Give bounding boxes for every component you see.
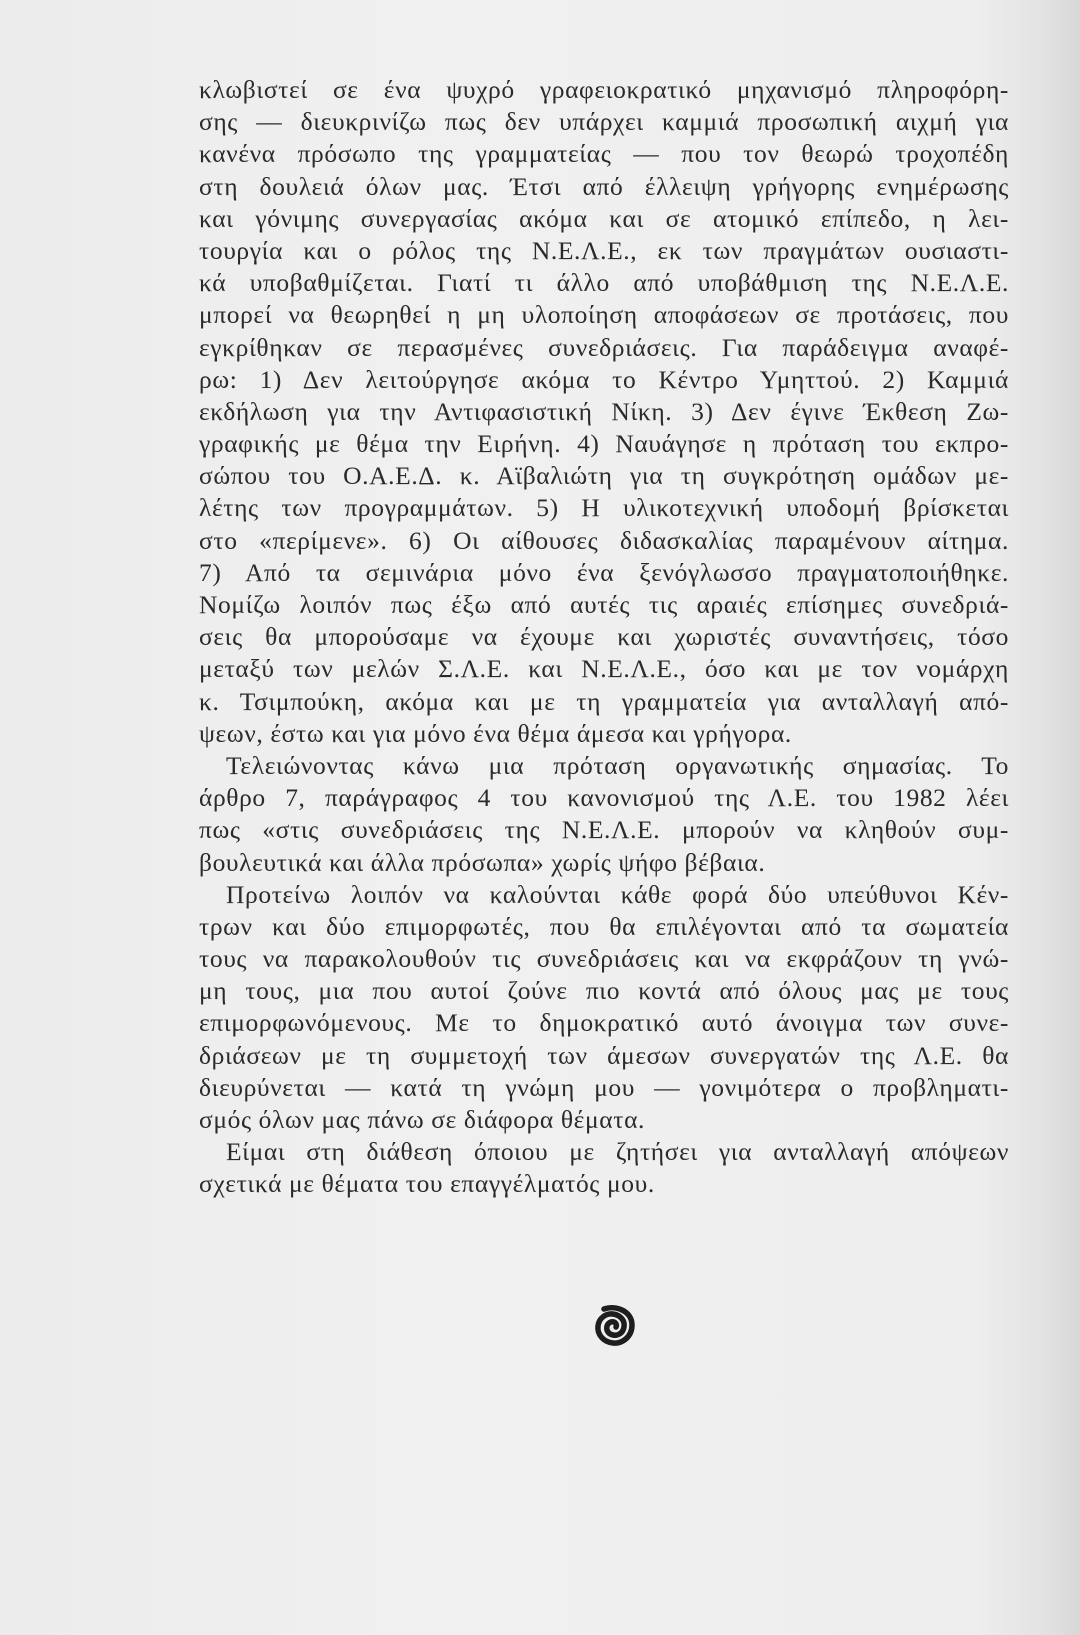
text-line-content: ρω: 1) Δεν λειτούργησε ακόμα το Κέντρο Υμηττού. 2) Καμμιά xyxy=(199,364,1009,394)
text-line-content: άρθρο 7, παράγραφος 4 του κανονισμού της Λ.Ε. του 1982 λέει xyxy=(199,783,1009,813)
text-line-content: κ. Τσιμπούκη, ακόμα και με τη γραμματεία για ανταλλαγή από- xyxy=(199,686,1009,716)
text-line-content: λέτης των προγραμμάτων. 5) Η υλικοτεχνική υποδομή βρίσκεται xyxy=(199,493,1009,523)
text-line xyxy=(199,1104,1009,1136)
text-line xyxy=(199,589,1009,621)
text-line xyxy=(199,943,1009,975)
text-line xyxy=(199,428,1009,460)
text-line xyxy=(199,106,1009,138)
text-line xyxy=(199,1168,1009,1200)
text-line-content: επιμορφωνόμενους. Με το δημοκρατικό αυτό άνοιγμα των συνε- xyxy=(199,1008,1009,1038)
text-line xyxy=(199,460,1009,492)
text-line-content: κλωβιστεί σε ένα ψυχρό γραφειοκρατικό μηχανισμό πληροφόρη- xyxy=(199,75,1009,104)
text-line xyxy=(199,975,1009,1007)
body-text xyxy=(199,74,1009,1201)
text-line xyxy=(199,235,1009,267)
text-line-content: βουλευτικά και άλλα πρόσωπα» χωρίς ψήφο βέβαια. xyxy=(199,847,766,877)
text-line xyxy=(199,74,1009,106)
spiral-icon xyxy=(594,1303,636,1347)
text-line xyxy=(199,332,1009,364)
text-line-content: και γόνιμης συνεργασίας ακόμα και σε ατομικό επίπεδο, η λει- xyxy=(199,203,1009,233)
text-line-content: στο «περίμενε». 6) Οι αίθουσες διδασκαλίας παραμένουν αίτημα. xyxy=(199,525,1009,555)
text-line-content: σμός όλων μας πάνω σε διάφορα θέματα. xyxy=(199,1105,646,1134)
text-line xyxy=(199,525,1009,557)
text-line xyxy=(199,782,1009,814)
text-line-content: Τελειώνοντας κάνω μια πρόταση οργανωτικής σημασίας. Το xyxy=(226,750,1009,780)
text-line xyxy=(199,203,1009,235)
text-line xyxy=(199,396,1009,428)
text-line-content: μεταξύ των μελών Σ.Λ.Ε. και Ν.Ε.Λ.Ε., όσο και με τον νομάρχη xyxy=(199,654,1009,684)
text-line-content: μη τους, μια που αυτοί ζούνε πιο κοντά από όλους μας με τους xyxy=(199,976,1009,1006)
text-line xyxy=(199,911,1009,943)
text-line-content: σώπου του Ο.Α.Ε.Δ. κ. Αϊβαλιώτη για τη συγκρότηση ομάδων με- xyxy=(199,461,1009,491)
text-line-content: στη δουλειά όλων μας. Έτσι από έλλειψη γρήγορης ενημέρωσης xyxy=(199,171,1009,201)
text-line xyxy=(199,814,1009,846)
text-line-content: τους να παρακολουθούν τις συνεδριάσεις και να εκφράζουν τη γνώ- xyxy=(199,944,1009,974)
text-line xyxy=(199,879,1009,911)
text-line-content: διευρύνεται — κατά τη γνώμη μου — γονιμότερα ο προβληματι- xyxy=(199,1072,1009,1102)
text-line xyxy=(199,718,1009,750)
text-line xyxy=(199,1040,1009,1072)
text-line-content: σης — διευκρινίζω πως δεν υπάρχει καμμιά προσωπική αιχμή για xyxy=(199,107,1009,137)
text-line xyxy=(199,138,1009,170)
text-line xyxy=(199,1136,1009,1168)
text-line-content: εγκρίθηκαν σε περασμένες συνεδριάσεις. Για παράδειγμα αναφέ- xyxy=(199,332,1009,362)
text-line xyxy=(199,847,1009,879)
text-line-content: τρων και δύο επιμορφωτές, που θα επιλέγονται από τα σωματεία xyxy=(199,911,1009,941)
text-line-content: γραφικής με θέμα την Ειρήνη. 4) Ναυάγησε η πρόταση του εκπρο- xyxy=(199,429,1009,459)
text-line-content: σχετικά με θέματα του επαγγέλματός μου. xyxy=(199,1169,655,1199)
text-line xyxy=(199,621,1009,653)
text-line xyxy=(199,364,1009,396)
text-line xyxy=(199,299,1009,331)
text-line xyxy=(199,1072,1009,1104)
text-line-content: ψεων, έστω και για μόνο ένα θέμα άμεσα και γρήγορα. xyxy=(199,718,792,748)
text-line-content: 7) Από τα σεμινάρια μόνο ένα ξενόγλωσσο πραγματοποιήθηκε. xyxy=(199,557,1009,587)
text-line-content: σεις θα μπορούσαμε να έχουμε και χωριστές συναντήσεις, τόσο xyxy=(199,622,1009,652)
paragraph xyxy=(199,74,1009,750)
text-line-content: εκδήλωση για την Αντιφασιστική Νίκη. 3) Δεν έγινε Έκθεση Ζω- xyxy=(199,396,1009,426)
text-line-content: πως «στις συνεδριάσεις της Ν.Ε.Λ.Ε. μπορούν να κληθούν συμ- xyxy=(199,815,1009,845)
text-line-content: δριάσεων με τη συμμετοχή των άμεσων συνεργατών της Λ.Ε. θα xyxy=(199,1040,1009,1070)
text-line xyxy=(199,267,1009,299)
text-line-content: μπορεί να θεωρηθεί η μη υλοποίηση αποφάσεων σε προτάσεις, που xyxy=(199,300,1009,330)
text-line xyxy=(199,492,1009,524)
text-line-content: Προτείνω λοιπόν να καλούνται κάθε φορά δύο υπεύθυνοι Κέν- xyxy=(226,879,1009,909)
text-line-content: Νομίζω λοιπόν πως έξω από αυτές τις αραιές επίσημες συνεδριά- xyxy=(199,590,1009,619)
text-line-content: κά υποβαθμίζεται. Γιατί τι άλλο από υποβάθμιση της Ν.Ε.Λ.Ε. xyxy=(199,268,1009,298)
paragraph xyxy=(199,750,1009,879)
text-line-content: τουργία και ο ρόλος της Ν.Ε.Λ.Ε., εκ των πραγμάτων ουσιαστι- xyxy=(199,235,1009,265)
text-line xyxy=(199,750,1009,782)
text-line xyxy=(199,1007,1009,1039)
text-line xyxy=(199,171,1009,203)
text-line xyxy=(199,653,1009,685)
paragraph xyxy=(199,879,1009,1137)
text-line xyxy=(199,557,1009,589)
paragraph xyxy=(199,1136,1009,1200)
text-line-content: Είμαι στη διάθεση όποιου με ζητήσει για ανταλλαγή απόψεων xyxy=(226,1137,1009,1167)
text-line xyxy=(199,686,1009,718)
text-line-content: κανένα πρόσωπο της γραμματείας — που τον θεωρώ τροχοπέδη xyxy=(199,139,1009,169)
